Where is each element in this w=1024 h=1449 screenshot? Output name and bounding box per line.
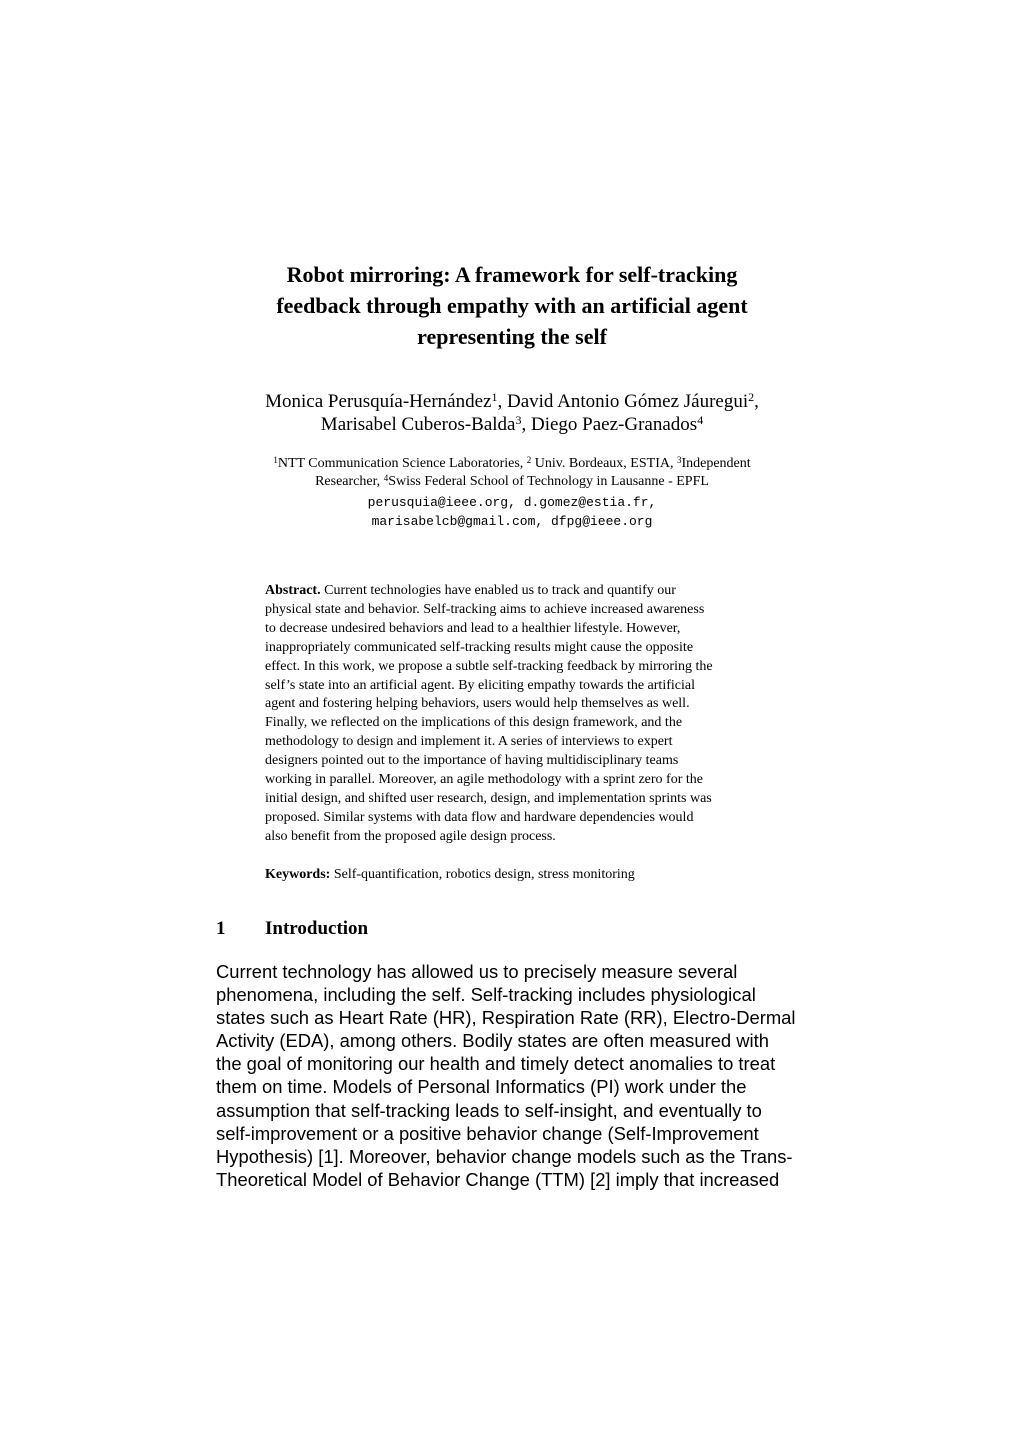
author-separator: ,	[497, 391, 507, 412]
author-emails	[200, 493, 824, 531]
section-number: 1	[216, 918, 226, 939]
body-line: Current technology has allowed us to precisely measure several	[216, 961, 738, 982]
abstract-line: also benefit from the proposed agile design process.	[265, 828, 556, 844]
author-affil-mark: 2	[748, 390, 755, 404]
abstract-label: Abstract.	[265, 583, 321, 598]
body-line: states such as Heart Rate (HR), Respiration Rate (RR), Electro-Dermal	[216, 1007, 796, 1029]
body-line: them on time. Models of Personal Informatics (PI) work under the	[216, 1076, 747, 1098]
keywords-label: Keywords:	[265, 867, 331, 882]
author-separator: ,	[754, 391, 759, 412]
abstract-line: agent and fostering helping behaviors, users would help themselves as well.	[265, 696, 690, 712]
author-affil-mark: 1	[491, 390, 498, 404]
author-line	[180, 390, 844, 413]
body-paragraph	[216, 960, 810, 1191]
title-line: feedback through empathy with an artificial agent	[276, 293, 748, 318]
section-title: Introduction	[265, 918, 369, 939]
body-line: the goal of monitoring our health and timely detect anomalies to treat	[216, 1053, 776, 1075]
affil-mark: 1	[273, 455, 278, 465]
keywords-text: Self-quantification, robotics design, stress monitoring	[330, 867, 635, 882]
keywords	[265, 865, 775, 884]
abstract-line: effect. In this work, we propose a subtle self-tracking feedback by mirroring the	[265, 658, 713, 674]
abstract-line	[265, 582, 775, 601]
abstract-line: to decrease undesired behaviors and lead to a healthier lifestyle. However,	[265, 620, 681, 636]
body-line: Hypothesis) [1]. Moreover, behavior change models such as the Trans-	[216, 1145, 793, 1167]
title-line: representing the self	[417, 324, 607, 349]
affil-mark: 3	[676, 455, 682, 465]
abstract-text: Current technologies have enabled us to track and quantify our	[320, 583, 676, 598]
author-affil-mark: 3	[515, 413, 522, 427]
affiliation-line	[200, 473, 824, 491]
affiliations	[200, 455, 824, 491]
abstract-line: working in parallel. Moreover, an agile methodology with a sprint zero for the	[265, 772, 703, 788]
abstract	[265, 582, 775, 847]
title-line: Robot mirroring: A framework for self-tracking	[286, 262, 738, 287]
email-line[interactable]: marisabelcb@gmail.com, dfpg@ieee.org	[371, 514, 653, 529]
abstract-line: methodology to design and implement it. A series of interviews to expert	[265, 734, 673, 750]
affiliation-text: Independent	[681, 456, 751, 471]
abstract-line: proposed. Similar systems with data flow and hardware dependencies would	[265, 809, 694, 825]
abstract-line: initial design, and shifted user research, design, and implementation sprints was	[265, 790, 712, 806]
body-line: self-improvement or a positive behavior change (Self-Improvement	[216, 1122, 759, 1144]
section-heading	[216, 917, 716, 941]
author-name: David Antonio Gómez Jáuregui	[506, 391, 749, 412]
abstract-line: self’s state into an artificial agent. By eliciting empathy towards the artificial	[265, 677, 695, 693]
author-affil-mark: 4	[697, 413, 704, 427]
author-line	[180, 413, 844, 436]
author-separator: ,	[521, 414, 531, 435]
author-list	[180, 390, 844, 436]
paper-title	[200, 259, 824, 352]
body-line: Theoretical Model of Behavior Change (TTM) [2] imply that increased	[216, 1168, 780, 1190]
body-line: Activity (EDA), among others. Bodily states are often measured with	[216, 1030, 769, 1052]
author-name: Monica Perusquía-Hernández	[265, 391, 492, 412]
affiliation-text: NTT Communication Science Laboratories,	[277, 456, 527, 471]
email-line[interactable]: perusquia@ieee.org, d.gomez@estia.fr,	[367, 495, 657, 510]
affiliation-line	[200, 455, 824, 473]
affil-mark: 2	[526, 455, 532, 465]
body-line: assumption that self-tracking leads to self-insight, and eventually to	[216, 1099, 762, 1121]
abstract-line: designers pointed out to the importance of having multidisciplinary teams	[265, 753, 679, 769]
abstract-line: inappropriately communicated self-tracking results might cause the opposite	[265, 639, 694, 655]
affiliation-text: Swiss Federal School of Technology in Lausanne - EPFL	[388, 474, 709, 489]
abstract-line: physical state and behavior. Self-tracking aims to achieve increased awareness	[265, 601, 705, 617]
author-name: Marisabel Cuberos-Balda	[320, 414, 516, 435]
affiliation-text: Researcher,	[315, 474, 384, 489]
body-line: phenomena, including the self. Self-tracking includes physiological	[216, 984, 756, 1006]
affil-mark: 4	[383, 473, 389, 483]
abstract-line: Finally, we reflected on the implications of this design framework, and the	[265, 715, 683, 731]
affiliation-text: Univ. Bordeaux, ESTIA,	[531, 456, 677, 471]
author-name: Diego Paez-Granados	[531, 414, 698, 435]
